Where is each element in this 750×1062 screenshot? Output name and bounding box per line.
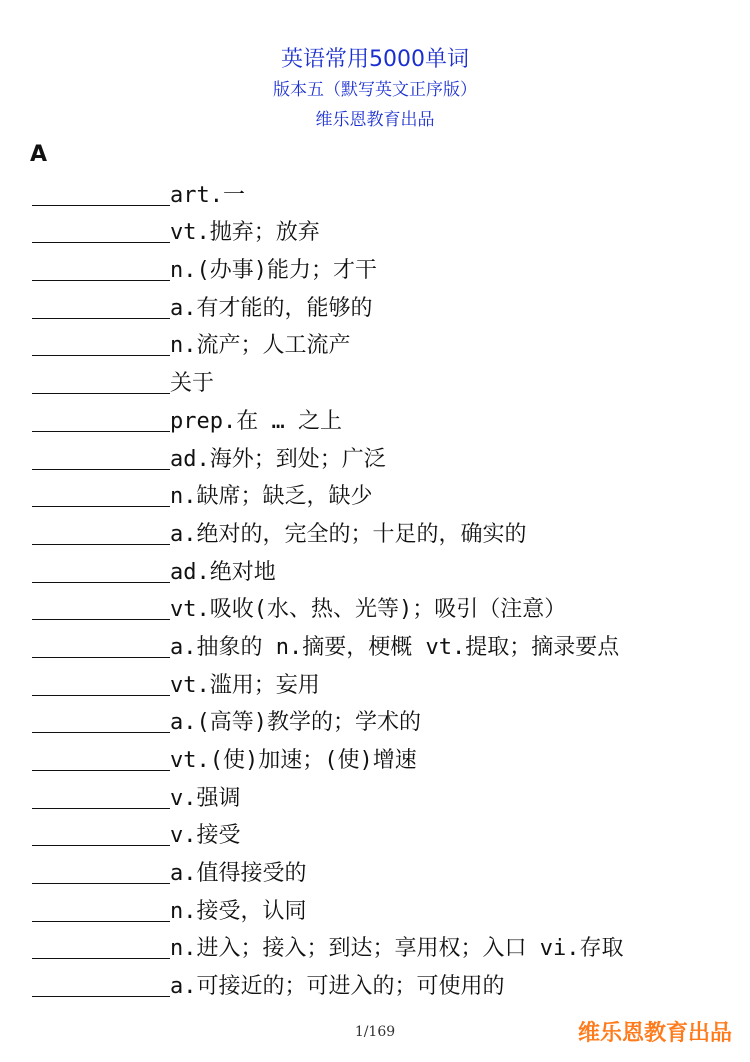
entry-definition: 关于	[170, 371, 215, 397]
entry-definition: a.值得接受的	[170, 861, 307, 887]
word-entry	[32, 816, 732, 854]
entry-definition: v.强调	[170, 785, 241, 811]
word-entry	[32, 929, 732, 967]
entry-definition: art.一	[170, 182, 245, 208]
entry-definition: a.抽象的 n.摘要，梗概 vt.提取；摘录要点	[170, 634, 620, 660]
document-title: 英语常用5000单词	[281, 47, 469, 72]
entry-definition: n.接受，认同	[170, 898, 307, 924]
word-entry	[32, 590, 732, 628]
word-entry	[32, 627, 732, 665]
answer-blank[interactable]	[32, 355, 170, 356]
answer-blank[interactable]	[32, 431, 170, 432]
entry-definition: vt.(使)加速；(使)增速	[170, 748, 417, 773]
word-entry	[32, 853, 732, 891]
answer-blank[interactable]	[32, 469, 170, 470]
answer-blank[interactable]	[32, 205, 170, 206]
word-entry	[32, 778, 732, 816]
word-entry	[32, 250, 732, 288]
entry-definition: n.进入；接入；到达；享用权；入口 vi.存取	[170, 936, 624, 962]
entry-definition: v.接受	[170, 823, 241, 849]
answer-blank[interactable]	[32, 695, 170, 696]
document-header	[0, 44, 750, 134]
entry-definition: a.可接近的；可进入的；可使用的	[170, 974, 505, 1000]
word-entry	[32, 665, 732, 703]
answer-blank[interactable]	[32, 242, 170, 243]
answer-blank[interactable]	[32, 845, 170, 846]
answer-blank[interactable]	[32, 958, 170, 959]
entry-definition: prep.在 … 之上	[170, 408, 342, 434]
word-entry	[32, 514, 732, 552]
entry-definition: ad.海外；到处；广泛	[170, 446, 386, 472]
answer-blank[interactable]	[32, 280, 170, 281]
answer-blank[interactable]	[32, 770, 170, 771]
word-entry	[32, 891, 732, 929]
entry-definition: n.流产；人工流产	[170, 333, 351, 359]
word-entry	[32, 703, 732, 741]
entry-definition: a.有才能的，能够的	[170, 295, 373, 321]
answer-blank[interactable]	[32, 732, 170, 733]
word-entry	[32, 401, 732, 439]
answer-blank[interactable]	[32, 619, 170, 620]
document-subtitle: 版本五（默写英文正序版）	[273, 80, 477, 100]
answer-blank[interactable]	[32, 544, 170, 545]
entry-definition: vt.吸收(水、热、光等)；吸引（注意）	[170, 597, 567, 623]
entry-definition: ad.绝对地	[170, 559, 276, 585]
answer-blank[interactable]	[32, 921, 170, 922]
word-list	[32, 175, 732, 1004]
word-entry	[32, 288, 732, 326]
answer-blank[interactable]	[32, 318, 170, 319]
word-entry	[32, 213, 732, 251]
answer-blank[interactable]	[32, 393, 170, 394]
entry-definition: n.缺席；缺乏，缺少	[170, 484, 373, 510]
answer-blank[interactable]	[32, 657, 170, 658]
document-publisher: 维乐恩教育出品	[315, 110, 435, 130]
entry-definition: vt.抛弃；放弃	[170, 220, 320, 246]
entry-definition: n.(办事)能力；才干	[170, 258, 377, 284]
word-entry	[32, 552, 732, 590]
word-entry	[32, 966, 732, 1004]
publisher-watermark: 维乐恩教育出品	[577, 1021, 732, 1046]
answer-blank[interactable]	[32, 808, 170, 809]
entry-definition: a.(高等)教学的；学术的	[170, 710, 421, 736]
word-entry	[32, 477, 732, 515]
word-entry	[32, 326, 732, 364]
entry-definition: vt.滥用；妄用	[170, 672, 320, 698]
answer-blank[interactable]	[32, 506, 170, 507]
word-entry	[32, 439, 732, 477]
word-entry	[32, 363, 732, 401]
answer-blank[interactable]	[32, 582, 170, 583]
word-entry	[32, 175, 732, 213]
entry-definition: a.绝对的，完全的；十足的，确实的	[170, 521, 527, 547]
answer-blank[interactable]	[32, 996, 170, 997]
section-letter: A	[30, 142, 48, 167]
page-number: 1/169	[354, 1024, 396, 1040]
word-entry	[32, 740, 732, 778]
answer-blank[interactable]	[32, 883, 170, 884]
